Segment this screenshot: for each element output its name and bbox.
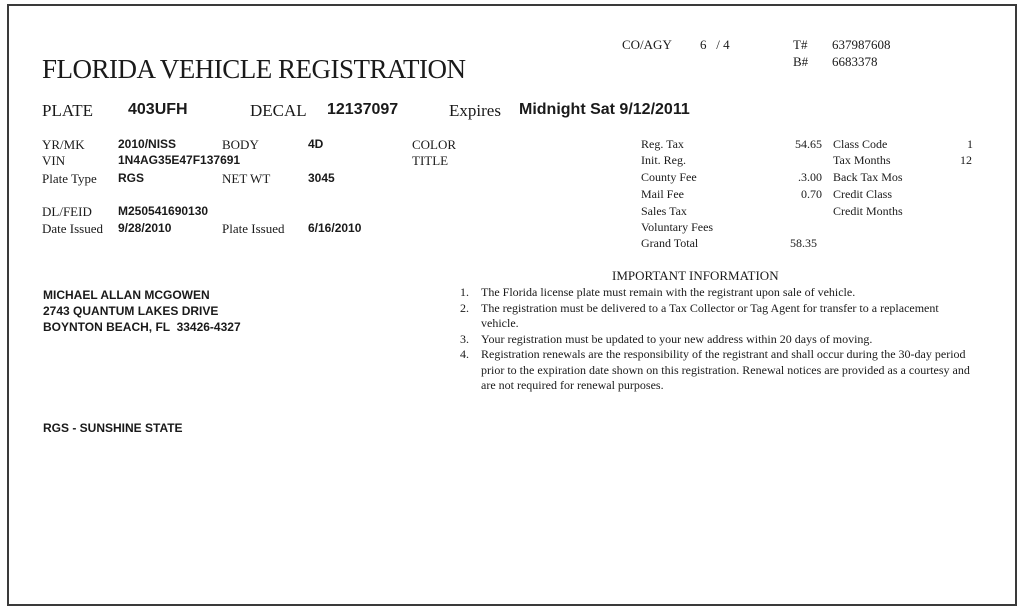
grand-total-value: 58.35	[790, 236, 817, 250]
class-code-label: Class Code	[833, 137, 888, 151]
voluntary-fees-label: Voluntary Fees	[641, 220, 714, 234]
t-number-label: T#	[793, 37, 808, 52]
date-issued-label: Date Issued	[42, 221, 104, 236]
t-number-value: 637987608	[832, 37, 891, 52]
date-issued-value: 9/28/2010	[118, 221, 172, 235]
info-item	[460, 332, 975, 348]
document-title: FLORIDA VEHICLE REGISTRATION	[42, 54, 466, 84]
important-info-list	[460, 285, 975, 394]
important-info-title: IMPORTANT INFORMATION	[612, 268, 779, 283]
info-item-number: 3.	[460, 331, 469, 346]
dlfeid-label: DL/FEID	[42, 204, 92, 219]
expires-label: Expires	[449, 101, 501, 120]
credit-class-label: Credit Class	[833, 187, 892, 201]
info-item-number: 2.	[460, 300, 469, 315]
yrmk-value: 2010/NISS	[118, 137, 177, 151]
body-label: BODY	[222, 137, 259, 152]
info-item-text: Your registration must be updated to your new address within 20 days of moving.	[481, 331, 873, 346]
reg-tax-label: Reg. Tax	[641, 137, 684, 151]
info-item	[460, 285, 975, 301]
plate-description: RGS - SUNSHINE STATE	[43, 421, 183, 435]
init-reg-label: Init. Reg.	[641, 153, 686, 167]
info-item-text: The Florida license plate must remain with the registrant upon sale of vehicle.	[481, 285, 856, 299]
plate-value: 403UFH	[128, 101, 188, 118]
tax-months-label: Tax Months	[833, 153, 891, 167]
reg-tax-value: 54.65	[795, 137, 822, 151]
owner-name: MICHAEL ALLAN MCGOWEN	[43, 288, 210, 302]
vin-value: 1N4AG35E47F137691	[118, 153, 241, 167]
co-agy-value: 6 / 4	[700, 37, 730, 52]
dlfeid-value: M250541690130	[118, 204, 209, 218]
mail-fee-label: Mail Fee	[641, 187, 684, 201]
info-item-number: 1.	[460, 285, 469, 299]
plate-label: PLATE	[42, 101, 93, 120]
class-code-value: 1	[967, 137, 973, 151]
plate-type-value: RGS	[118, 171, 145, 185]
net-wt-label: NET WT	[222, 171, 271, 186]
decal-label: DECAL	[250, 101, 307, 120]
sales-tax-label: Sales Tax	[641, 204, 687, 218]
grand-total-label: Grand Total	[641, 236, 699, 250]
b-number-value: 6683378	[832, 54, 878, 69]
plate-type-label: Plate Type	[42, 171, 97, 186]
plate-issued-value: 6/16/2010	[308, 221, 362, 235]
county-fee-value: .3.00	[798, 170, 822, 184]
yrmk-label: YR/MK	[42, 137, 85, 152]
body-value: 4D	[308, 137, 324, 151]
expires-value: Midnight Sat 9/12/2011	[519, 101, 690, 118]
color-label: COLOR	[412, 137, 457, 152]
plate-issued-label: Plate Issued	[222, 221, 285, 236]
county-fee-label: County Fee	[641, 170, 697, 184]
title-label: TITLE	[412, 153, 449, 168]
mail-fee-value: 0.70	[801, 187, 822, 201]
decal-value: 12137097	[327, 101, 399, 118]
info-item	[460, 347, 975, 394]
info-item-number: 4.	[460, 347, 469, 361]
tax-months-value: 12	[960, 153, 972, 167]
net-wt-value: 3045	[308, 171, 335, 185]
back-tax-mos-label: Back Tax Mos	[833, 170, 903, 184]
credit-months-label: Credit Months	[833, 204, 903, 218]
info-item-text: Registration renewals are the responsibility of the registrant and shall occur during the 30-day period prior to the expiration date shown on this registration. Renewal notices are provided as a courtesy and are not required for renewal purposes.	[481, 347, 970, 392]
info-item-text: The registration must be delivered to a Tax Collector or Tag Agent for transfer to a replacement vehicle.	[481, 300, 939, 330]
b-number-label: B#	[793, 54, 809, 69]
owner-city-state-zip: BOYNTON BEACH, FL 33426-4327	[43, 320, 241, 334]
vin-label: VIN	[42, 153, 66, 168]
info-item	[460, 301, 975, 332]
owner-street: 2743 QUANTUM LAKES DRIVE	[43, 304, 219, 318]
co-agy-label: CO/AGY	[622, 37, 672, 52]
